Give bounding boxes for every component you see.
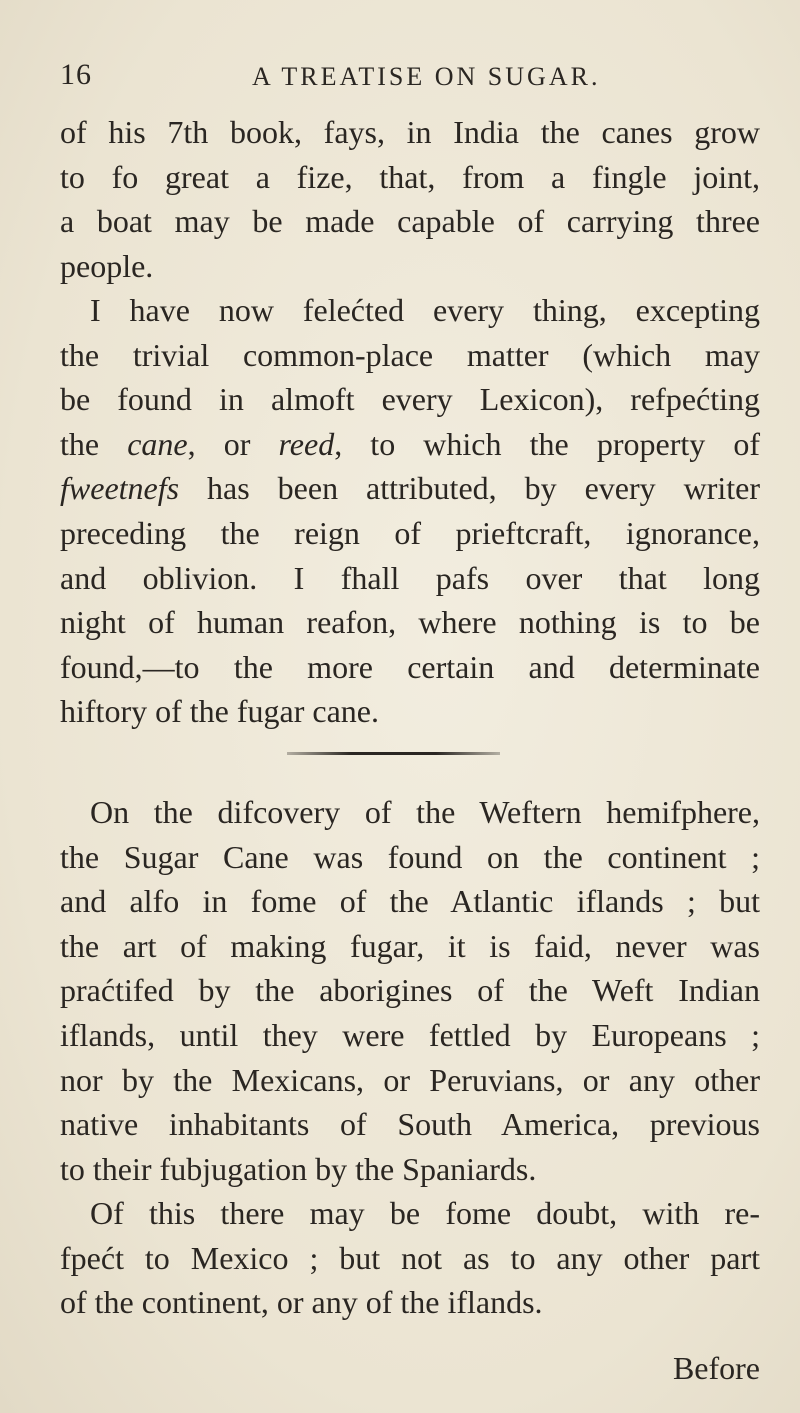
- text-line: I have now felećted every thing, excepting: [90, 292, 760, 328]
- paragraph-4: [60, 1191, 760, 1325]
- text-line: fpećt to Mexico ; but not as to any other part: [60, 1239, 760, 1276]
- text-run: , to which the property of: [334, 425, 761, 462]
- text-line: nor by the Mexicans, or Peruvians, or any other: [60, 1061, 760, 1098]
- text-line: a boat may be made capable of carrying three: [60, 203, 760, 240]
- text-line: people.: [60, 247, 154, 284]
- page-header: [60, 58, 760, 98]
- text-line: the art of making fugar, it is faid, never was: [60, 927, 760, 964]
- text-line: preceding the reign of prieftcraft, ignorance,: [60, 514, 760, 551]
- text-line: of the continent, or any of the iflands.: [60, 1284, 543, 1321]
- text-run: the: [60, 425, 128, 462]
- italic-word-reed: reed: [278, 425, 335, 462]
- section-divider: [287, 752, 500, 755]
- paragraph-1: [60, 110, 760, 288]
- text-line: of his 7th book, fays, in India the canes grow: [60, 114, 760, 150]
- text-line: iflands, until they were fettled by Europeans ;: [60, 1016, 760, 1053]
- text-line: night of human reafon, where nothing is to be: [60, 604, 760, 641]
- text-line: to fo great a fize, that, from a fingle joint,: [60, 158, 760, 195]
- text-run: has been attributed, by every writer: [179, 470, 760, 507]
- text-line: hiftory of the fugar cane.: [60, 693, 379, 730]
- paragraph-3: [60, 790, 760, 1191]
- text-line: be found in almoft every Lexicon), refpećting: [60, 381, 760, 418]
- text-line: the trivial common-place matter (which may: [60, 336, 760, 373]
- text-line: native inhabitants of South America, previous: [60, 1106, 760, 1143]
- text-line: Of this there may be fome doubt, with re-: [90, 1195, 760, 1231]
- text-line: On the difcovery of the Weftern hemifphere,: [90, 794, 760, 830]
- text-line: and oblivion. I fhall pafs over that long: [60, 559, 760, 596]
- catchword: Before: [672, 1350, 760, 1386]
- paragraph-2: [60, 288, 760, 734]
- text-line: [60, 466, 760, 511]
- running-head: A TREATISE ON SUGAR.: [252, 62, 601, 91]
- italic-word-cane: cane: [127, 425, 188, 462]
- text-line: to their fubjugation by the Spaniards.: [60, 1150, 537, 1187]
- text-run: , or: [187, 425, 279, 462]
- italic-word-sweetness: fweetnefs: [60, 470, 180, 507]
- text-line: found,—to the more certain and determinate: [60, 648, 760, 685]
- text-line: praćtifed by the aborigines of the Weft Indian: [60, 972, 760, 1009]
- text-line: [60, 422, 760, 467]
- text-line: and alfo in fome of the Atlantic iflands ; but: [60, 883, 760, 920]
- page-number: 16: [60, 58, 92, 91]
- text-line: the Sugar Cane was found on the continent ;: [60, 838, 760, 875]
